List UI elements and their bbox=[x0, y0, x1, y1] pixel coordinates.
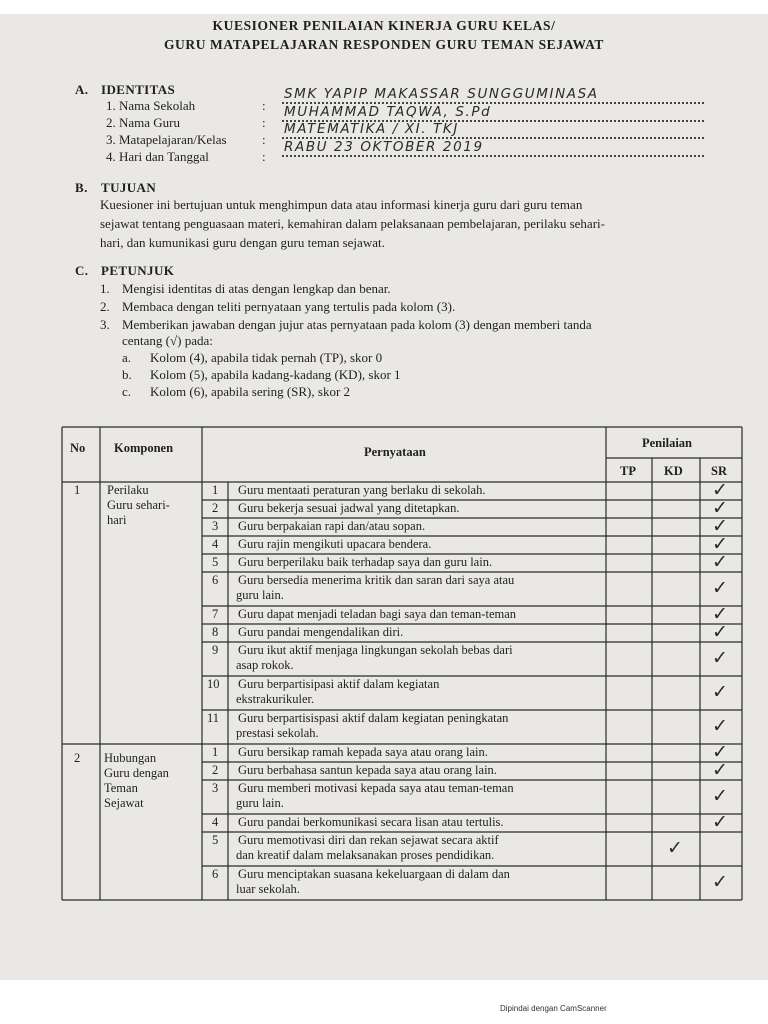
statement-line: Guru bekerja sesuai jadwal yang ditetapkan. bbox=[238, 501, 460, 515]
header-pernyataan: Pernyataan bbox=[364, 445, 426, 459]
check-mark-sr: ✓ bbox=[712, 759, 728, 781]
statement-number: 4 bbox=[212, 537, 219, 551]
check-mark-sr: ✓ bbox=[712, 871, 728, 893]
statement-line: Guru menciptakan suasana kekeluargaan di dalam dan bbox=[238, 867, 510, 881]
statement-number: 5 bbox=[212, 833, 219, 847]
component-line: Sejawat bbox=[104, 796, 144, 810]
group-2-number: 2 bbox=[74, 751, 81, 765]
section-a-title: IDENTITAS bbox=[101, 82, 176, 97]
check-mark-sr: ✓ bbox=[712, 785, 728, 807]
purpose-line: hari, dan kumunikasi guru dengan guru teman sejawat. bbox=[100, 235, 385, 250]
section-b-letter: B. bbox=[75, 180, 88, 195]
field-value-school: SMK YAPIP MAKASSAR SUNGGUMINASA bbox=[284, 86, 599, 102]
component-line: Perilaku bbox=[107, 483, 149, 497]
header-komponen: Komponen bbox=[114, 441, 174, 455]
statement-text bbox=[238, 519, 425, 534]
statement-text bbox=[238, 643, 513, 673]
statement-text bbox=[238, 711, 508, 741]
check-mark-sr: ✓ bbox=[712, 497, 728, 519]
subitem-letter: c. bbox=[122, 384, 132, 399]
statement-text bbox=[238, 555, 492, 570]
section-b-heading bbox=[75, 180, 156, 196]
component-line: Teman bbox=[104, 781, 138, 795]
colon: : bbox=[262, 115, 266, 130]
component-line: hari bbox=[107, 513, 127, 527]
statement-number: 11 bbox=[207, 711, 220, 725]
statement-line: Guru berpartisispasi aktif dalam kegiatan peningkatan bbox=[238, 711, 509, 725]
section-c-letter: C. bbox=[75, 263, 89, 278]
statement-line: asap rokok. bbox=[236, 658, 294, 672]
header-tp: TP bbox=[620, 464, 636, 478]
statement-line: guru lain. bbox=[236, 796, 284, 810]
statement-line: Guru mentaati peraturan yang berlaku di sekolah. bbox=[238, 483, 486, 497]
check-mark-sr: ✓ bbox=[712, 479, 728, 501]
subitem-letter: a. bbox=[122, 350, 132, 365]
header-kd: KD bbox=[664, 464, 683, 478]
instruction-number: 1. bbox=[100, 281, 110, 296]
subitem-text: Kolom (5), apabila kadang-kadang (KD), skor 1 bbox=[150, 367, 401, 382]
subitem-text: Kolom (6), apabila sering (SR), skor 2 bbox=[150, 384, 351, 399]
check-mark-sr: ✓ bbox=[712, 715, 728, 737]
statement-text bbox=[238, 763, 497, 778]
statement-line: ekstrakurikuler. bbox=[236, 692, 315, 706]
check-mark-sr: ✓ bbox=[712, 515, 728, 537]
statement-text bbox=[238, 833, 499, 863]
component-line: Guru sehari- bbox=[107, 498, 170, 512]
header-sr: SR bbox=[711, 464, 727, 478]
statement-line: Guru pandai berkomunikasi secara lisan atau tertulis. bbox=[238, 815, 504, 829]
statement-text bbox=[238, 745, 488, 760]
check-mark-sr: ✓ bbox=[712, 647, 728, 669]
check-mark-sr: ✓ bbox=[712, 603, 728, 625]
check-mark-sr: ✓ bbox=[712, 741, 728, 763]
statement-line: Guru pandai mengendalikan diri. bbox=[238, 625, 404, 639]
statement-text bbox=[238, 537, 431, 552]
header-penilaian: Penilaian bbox=[642, 436, 693, 450]
purpose-line: Kuesioner ini bertujuan untuk menghimpun data atau informasi kinerja guru dari guru teman bbox=[100, 197, 583, 212]
statement-text bbox=[238, 573, 514, 603]
purpose-line: sejawat tentang penguasaan materi, kemahiran dalam pelaksanaan pembelajaran, perilaku sehari- bbox=[100, 216, 605, 231]
subitem-letter: b. bbox=[122, 367, 132, 382]
colon: : bbox=[262, 149, 266, 164]
check-mark-sr: ✓ bbox=[712, 577, 728, 599]
check-mark-sr: ✓ bbox=[712, 621, 728, 643]
statement-number: 9 bbox=[212, 643, 219, 657]
statement-number: 3 bbox=[212, 519, 219, 533]
statement-number: 8 bbox=[212, 625, 219, 639]
statement-line: Guru ikut aktif menjaga lingkungan sekolah bebas dari bbox=[238, 643, 513, 657]
statement-line: Guru bersikap ramah kepada saya atau orang lain. bbox=[238, 745, 488, 759]
component-line: Hubungan bbox=[104, 751, 157, 765]
check-mark-kd: ✓ bbox=[667, 837, 683, 859]
title-line-1: KUESIONER PENILAIAN KINERJA GURU KELAS/ bbox=[212, 18, 556, 33]
statement-line: Guru memotivasi diri dan rekan sejawat secara aktif bbox=[238, 833, 499, 847]
subitem-text: Kolom (4), apabila tidak pernah (TP), skor 0 bbox=[150, 350, 383, 365]
section-c-heading bbox=[75, 263, 174, 279]
instruction-text: Memberikan jawaban dengan jujur atas pernyataan pada kolom (3) dengan memberi tanda bbox=[122, 317, 592, 332]
field-label-teacher: 2. Nama Guru bbox=[106, 115, 181, 130]
scanner-watermark: Dipindai dengan CamScanner bbox=[500, 1004, 607, 1013]
statement-line: guru lain. bbox=[236, 588, 284, 602]
statement-line: Guru bersedia menerima kritik dan saran dari saya atau bbox=[238, 573, 515, 587]
statement-text bbox=[238, 483, 485, 498]
statement-line: prestasi sekolah. bbox=[236, 726, 319, 740]
statement-line: Guru berbahasa santun kepada saya atau orang lain. bbox=[238, 763, 497, 777]
statement-text bbox=[238, 815, 504, 830]
statement-number: 6 bbox=[212, 573, 219, 587]
statement-number: 2 bbox=[212, 763, 219, 777]
colon: : bbox=[262, 98, 266, 113]
check-mark-sr: ✓ bbox=[712, 681, 728, 703]
statement-line: Guru memberi motivasi kepada saya atau teman-teman bbox=[238, 781, 514, 795]
statement-text bbox=[238, 781, 514, 811]
field-label-subject-class: 3. Matapelajaran/Kelas bbox=[106, 132, 227, 147]
statement-text bbox=[238, 625, 403, 640]
field-value-subject-class: MATEMATIKA / XI. TKJ bbox=[284, 121, 459, 137]
instruction-text: Mengisi identitas di atas dengan lengkap dan benar. bbox=[122, 281, 391, 296]
statement-line: Guru berperilaku baik terhadap saya dan guru lain. bbox=[238, 555, 493, 569]
check-mark-sr: ✓ bbox=[712, 811, 728, 833]
statement-number: 7 bbox=[212, 607, 219, 621]
section-c-title: PETUNJUK bbox=[101, 263, 175, 278]
statement-line: dan kreatif dalam melaksanakan proses pendidikan. bbox=[236, 848, 495, 862]
statement-number: 1 bbox=[212, 745, 219, 759]
statement-text bbox=[238, 501, 459, 516]
statement-text bbox=[238, 867, 510, 897]
statement-line: luar sekolah. bbox=[236, 882, 300, 896]
statement-number: 4 bbox=[212, 815, 219, 829]
instruction-number: 3. bbox=[100, 317, 110, 332]
statement-number: 6 bbox=[212, 867, 219, 881]
statement-text bbox=[238, 677, 439, 707]
section-a-letter: A. bbox=[75, 82, 89, 97]
purpose-paragraph bbox=[100, 195, 720, 252]
statement-line: Guru dapat menjadi teladan bagi saya dan teman-teman bbox=[238, 607, 517, 621]
field-label-school: 1. Nama Sekolah bbox=[106, 98, 196, 113]
title-line-2: GURU MATAPELAJARAN RESPONDEN GURU TEMAN SEJAWAT bbox=[163, 37, 605, 52]
statement-number: 5 bbox=[212, 555, 219, 569]
statement-line: Guru berpakaian rapi dan/atau sopan. bbox=[238, 519, 426, 533]
colon: : bbox=[262, 132, 266, 147]
statement-line: Guru berpartisipasi aktif dalam kegiatan bbox=[238, 677, 440, 691]
header-no: No bbox=[70, 441, 86, 455]
statement-line: Guru rajin mengikuti upacara bendera. bbox=[238, 537, 432, 551]
field-value-day-date: RABU 23 OKTOBER 2019 bbox=[284, 139, 484, 155]
field-value-teacher: MUHAMMAD TAQWA, S.Pd bbox=[284, 104, 492, 120]
component-line: Guru dengan bbox=[104, 766, 169, 780]
section-a-heading bbox=[75, 82, 175, 98]
instruction-text: centang (√) pada: bbox=[122, 333, 213, 348]
statement-number: 2 bbox=[212, 501, 219, 515]
instruction-text: Membaca dengan teliti pernyataan yang tertulis pada kolom (3). bbox=[122, 299, 456, 314]
section-b-title: TUJUAN bbox=[101, 180, 157, 195]
instruction-number: 2. bbox=[100, 299, 110, 314]
group-2-component bbox=[104, 751, 169, 811]
statement-number: 10 bbox=[207, 677, 220, 691]
statement-text bbox=[238, 607, 516, 622]
statement-number: 3 bbox=[212, 781, 219, 795]
field-label-day-date: 4. Hari dan Tanggal bbox=[106, 149, 209, 164]
group-1-number: 1 bbox=[74, 483, 81, 497]
group-1-component bbox=[107, 483, 170, 528]
check-mark-sr: ✓ bbox=[712, 551, 728, 573]
statement-number: 1 bbox=[212, 483, 219, 497]
check-mark-sr: ✓ bbox=[712, 533, 728, 555]
